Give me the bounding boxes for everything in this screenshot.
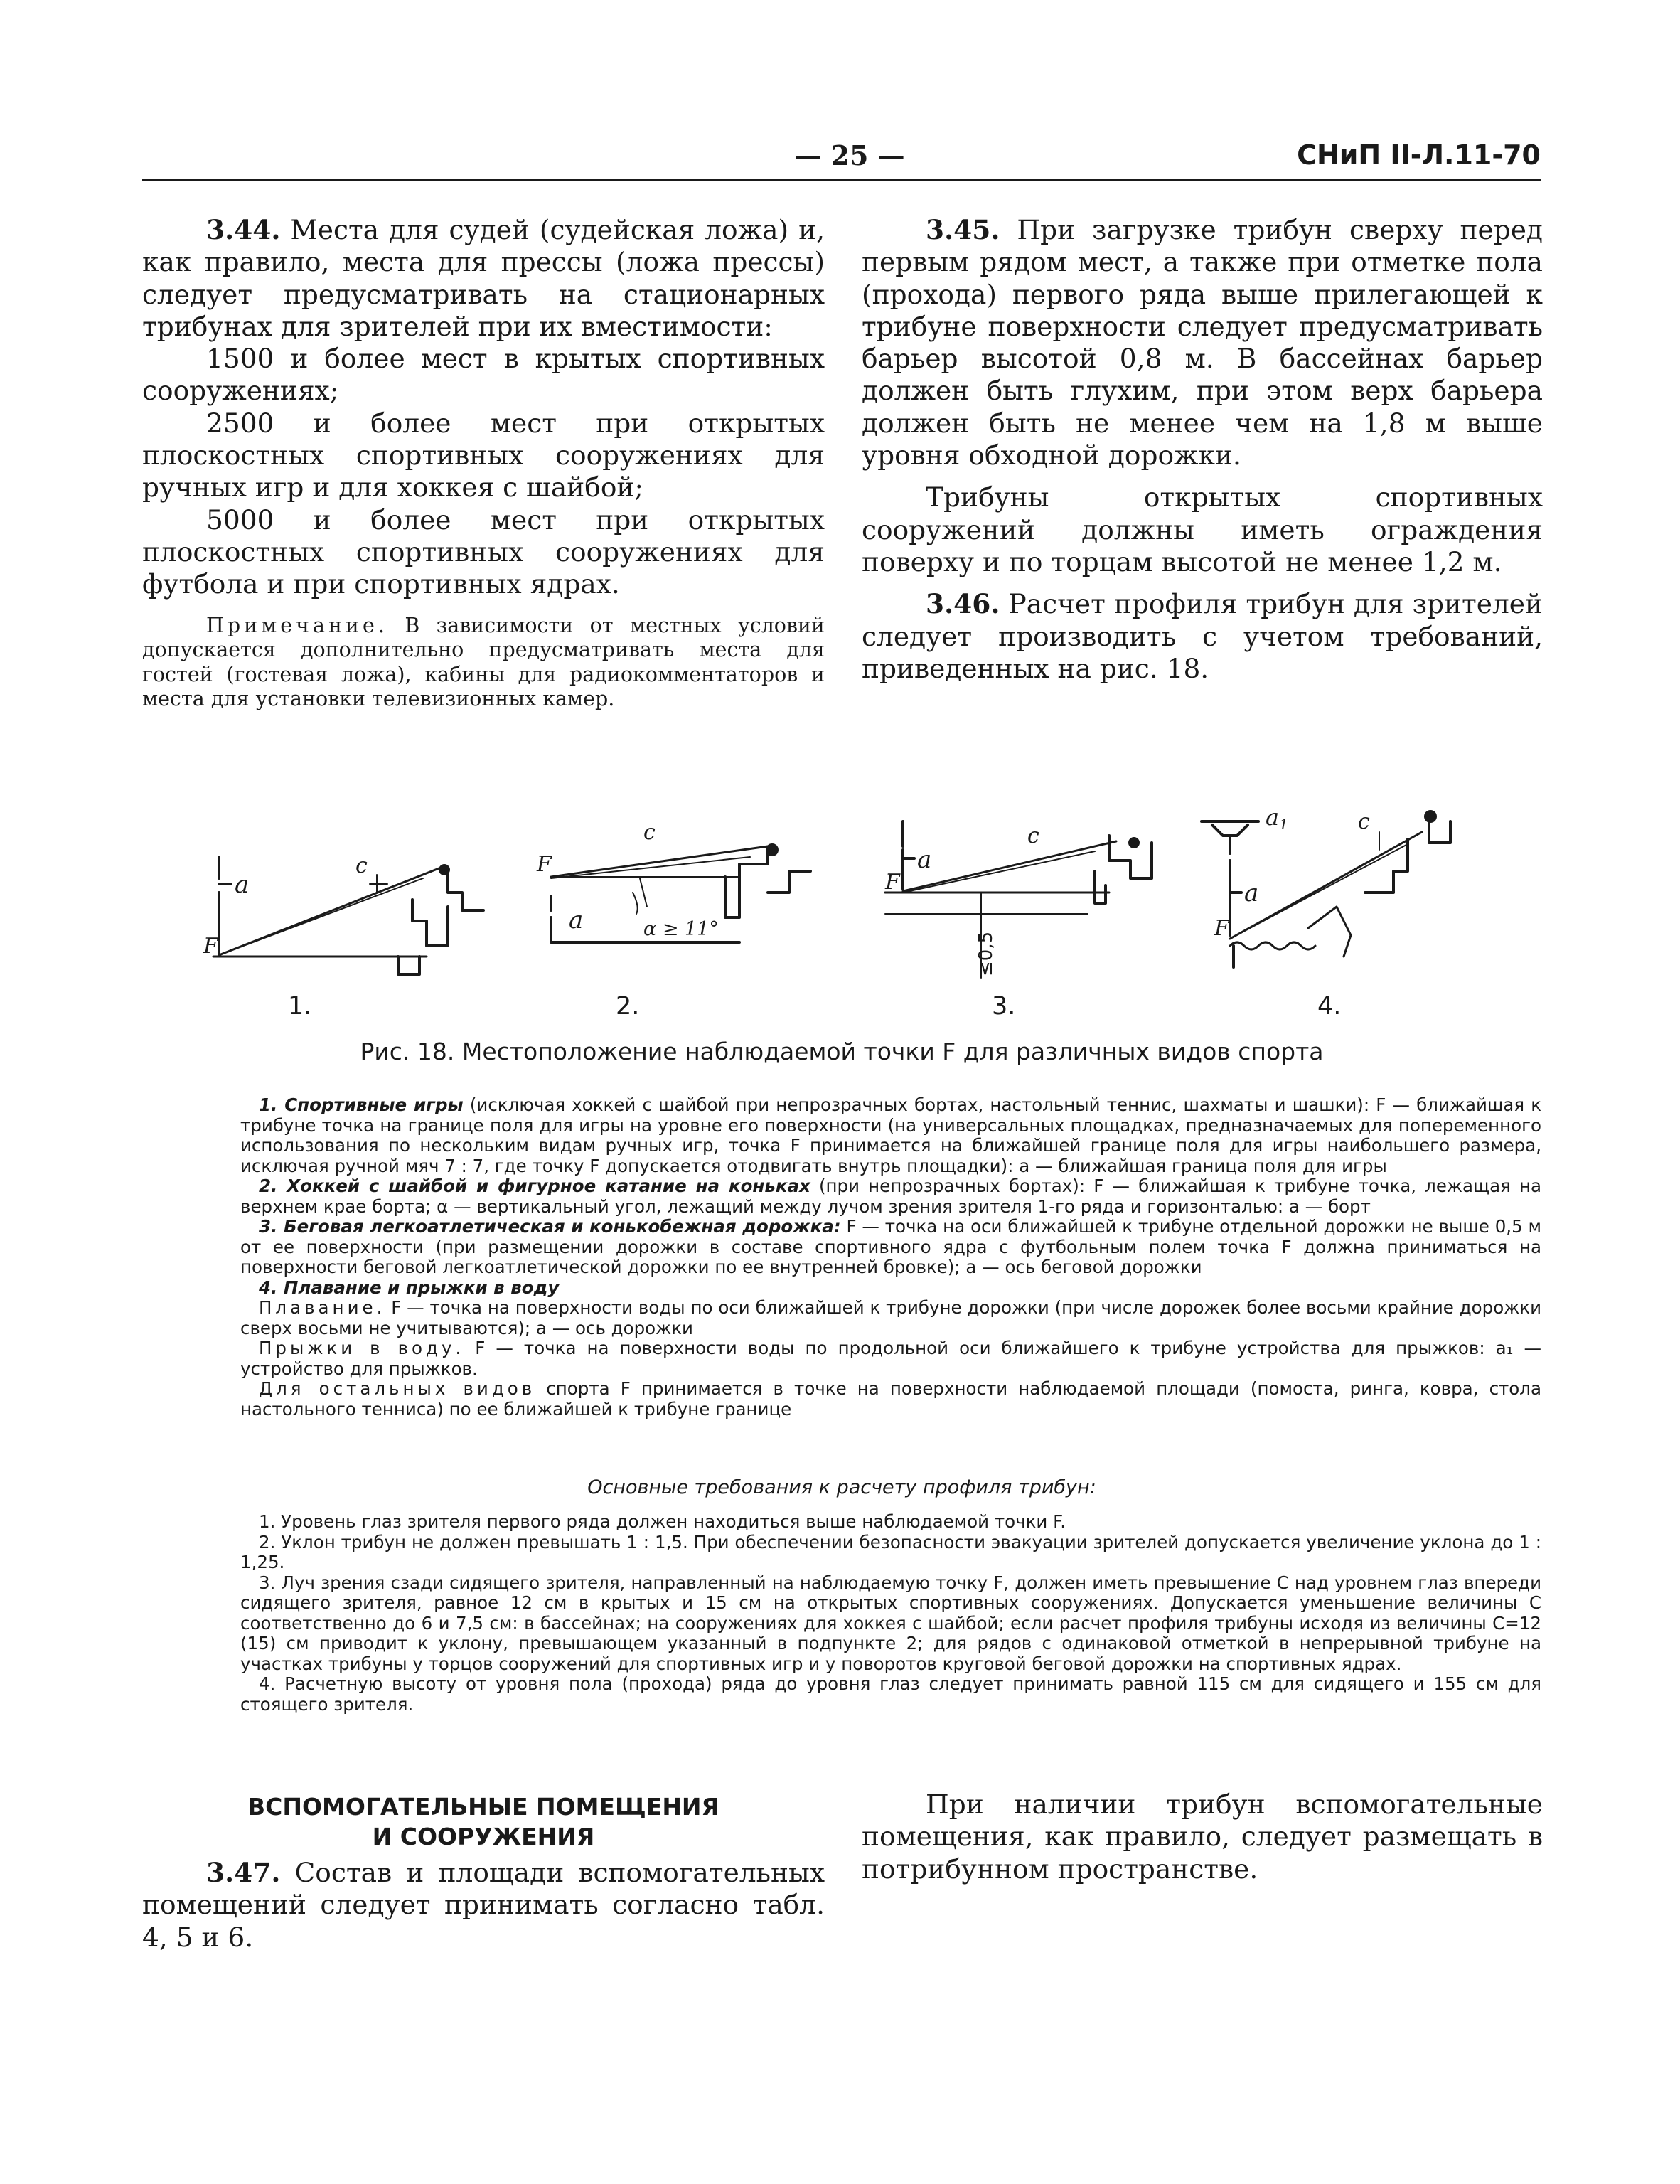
label-c: c (1027, 824, 1039, 848)
legend-title: 3. Беговая легкоатлетическая и конькобежная дорожка: (259, 1216, 841, 1237)
clause-text: При загрузке трибун сверху перед первым рядом мест, а также при отметке пола (прохода) первого ряда выше прилегающей к трибуне поверхности следует предусматривать барьер высотой 0,8 м. В бассейнах барьер должен быть глухим, при этом верх барьера должен быть не менее чем на 1,8 м выше уровня обходной дорожки. (862, 214, 1543, 472)
legend-item-2 (240, 1176, 1541, 1217)
label-F: F (885, 870, 900, 895)
requirement-item: 1. Уровень глаз зрителя первого ряда должен находиться выше наблюдаемой точки F. (259, 1511, 1066, 1532)
clause-text: Состав и площади вспомогательных помещений следует принимать согласно табл. 4, 5 и 6. (142, 1857, 825, 1953)
bottom-left-column (142, 1857, 825, 1954)
diagram-1-sports-games (203, 853, 483, 974)
figure-number-4: 4. (1317, 992, 1342, 1021)
legend-text: (при непрозрачных бортах): F — ближайшая к трибуне точка, лежащая на верхнем крае борта; α — вертикальный угол, лежащий между лучом зрения зрителя 1-го ряда и горизонталью: a — борт (240, 1176, 1541, 1217)
legend-swimming (240, 1298, 1541, 1338)
clause-number: 3.46. (926, 588, 1000, 620)
requirement-item: 2. Уклон трибун не должен превышать 1 : 1,5. При обеспечении безопасности эвакуации зрителей допускается увеличение уклона до 1 : 1,25. (240, 1531, 1541, 1572)
diagram-2-hockey (536, 820, 810, 942)
legend-text: спорта F принимается в точке на поверхности наблюдаемой площади (помоста, ринга, ковра, стола настольного тенниса) по ее ближайшей к трибуне границе (240, 1378, 1541, 1419)
legend-item-1 (240, 1095, 1541, 1176)
legend-text: F — точка на оси ближайшей к трибуне отдельной дорожки не выше 0,5 м от ее поверхности (при размещении дорожки в составе спортивного ядра с футбольным полем точка F должна приниматься на поверхности беговой легкоатлетической дорожки по ее внутренней бровке); a — ось беговой дорожки (240, 1216, 1542, 1277)
legend-label: Для остальных видов (259, 1378, 536, 1399)
list-item: 2500 и более мест при открытых плоскостных спортивных сооружениях для ручных игр и для хоккея с шайбой; (142, 407, 825, 504)
label-F: F (1214, 916, 1229, 941)
list-item: 1500 и более мест в крытых спортивных сооружениях; (142, 343, 825, 407)
legend-diving (240, 1338, 1541, 1379)
legend-text: F — точка на поверхности воды по оси ближайшей к трибуне дорожки (при числе дорожек более восьми крайние дорожки сверх восьми не учитываются); a — ось дорожки (240, 1297, 1541, 1338)
paragraph-3-45 (862, 214, 1543, 472)
label-a: a (1244, 879, 1259, 907)
note-text: В зависимости от местных условий допускается дополнительно предусматривать места для гостей (гостевая ложа), кабины для радиокомментаторов и места для установки телевизионных камер. (142, 613, 825, 711)
figure-number-1: 1. (288, 992, 312, 1021)
right-column (862, 214, 1543, 685)
label-F: F (203, 934, 218, 959)
section-title (142, 1792, 825, 1852)
page-number: — 25 — (794, 139, 905, 171)
figure-legend (240, 1095, 1541, 1419)
legend-title: 1. Спортивные игры (259, 1094, 464, 1115)
requirement-item: 4. Расчетную высоту от уровня пола (прохода) ряда до уровня глаз следует принимать равной 115 см для сидящего и 155 см для стоящего зрителя. (240, 1673, 1541, 1715)
label-a1: a1 (1266, 804, 1288, 833)
figure-number-2: 2. (616, 992, 640, 1021)
legend-title: 2. Хоккей с шайбой и фигурное катание на коньках (259, 1176, 810, 1196)
clause-text: Расчет профиля трибун для зрителей следует производить с учетом требований, приведенных на рис. 18. (862, 588, 1543, 684)
label-angle: α ≥ 11° (643, 918, 719, 940)
legend-item-3 (240, 1217, 1541, 1278)
left-column (142, 214, 825, 712)
paragraph-auxiliary-rooms: При наличии трибун вспомогательные помещения, как правило, следует размещать в потрибунном пространстве. (862, 1789, 1543, 1885)
legend-other (240, 1379, 1541, 1419)
legend-text: F — точка на поверхности воды по продольной оси ближайшего к трибуне устройства для прыжков: a₁ — устройство для прыжков. (240, 1338, 1541, 1379)
label-c: c (1358, 809, 1370, 834)
clause-number: 3.45. (926, 214, 1000, 245)
legend-title: 4. Плавание и прыжки в воду (259, 1277, 560, 1298)
legend-item-4 (240, 1278, 1541, 1299)
label-dim: ≤0,5 (975, 931, 997, 976)
label-F: F (537, 852, 552, 877)
paragraph-3-47 (142, 1857, 825, 1954)
section-title-line: И СООРУЖЕНИЯ (372, 1823, 595, 1850)
requirement-item: 3. Луч зрения сзади сидящего зрителя, направленный на наблюдаемую точку F, должен иметь превышение C над уровнем глаз впереди сидящего зрителя, равное 12 см в крытых и 15 см на открытых спортивных сооружениях. Допускается уменьшение величины C соответственно до 6 и 7,5 см: в бассейнах; на сооружениях для хоккея с шайбой; если расчет профиля трибуны исходя из величины C=12 (15) см приводит к уклону, превышающем указанный в подпункте 2; для рядов с одинаковой отметкой в непрерывной трибуне на участках трибуны у торцов сооружений для спортивных игр и у поворотов круговой беговой дорожки на спортивных ядрах. (240, 1572, 1541, 1674)
clause-number: 3.47. (206, 1857, 281, 1888)
diagram-4-swimming (1202, 804, 1450, 967)
diagram-3-track (884, 821, 1152, 978)
section-title-line: ВСПОМОГАТЕЛЬНЫЕ ПОМЕЩЕНИЯ (247, 1793, 719, 1821)
legend-label: Прыжки в воду. (259, 1338, 465, 1358)
label-c: c (643, 820, 656, 845)
figure-number-3: 3. (992, 992, 1016, 1021)
figure-caption: Рис. 18. Местоположение наблюдаемой точки F для различных видов спорта (360, 1038, 1324, 1065)
paragraph-3-44 (142, 214, 825, 343)
note-label: Примечание. (206, 613, 388, 637)
label-a: a (569, 906, 584, 934)
header-rule (142, 179, 1541, 181)
requirements-list (240, 1512, 1541, 1715)
bottom-right-column (862, 1789, 1543, 1885)
legend-label: Плавание. (259, 1297, 386, 1318)
label-a: a (917, 846, 932, 874)
requirements-title: Основные требования к расчету профиля трибун: (587, 1476, 1096, 1498)
clause-number: 3.44. (206, 214, 281, 245)
label-c: c (355, 853, 368, 878)
note (142, 614, 825, 712)
document-code: СНиП II-Л.11-70 (1297, 139, 1541, 171)
paragraph-3-46 (862, 588, 1543, 685)
clause-text: Места для судей (судейская ложа) и, как правило, места для прессы (ложа прессы) следует предусматривать на стационарных трибунах для зрителей при их вместимости: (142, 214, 825, 342)
label-a: a (235, 870, 250, 899)
list-item: 5000 и более мест при открытых плоскостных спортивных сооружениях для футбола и при спортивных ядрах. (142, 504, 825, 600)
legend-text: (исключая хоккей с шайбой при непрозрачных бортах, настольный теннис, шахматы и шашки): F — ближайшая к трибуне точка на границе поля для игры на уровне его поверхности (на универсальных площадках, предназначаемых для попеременного использования по нескольким видам ручных игр, точка F принимается на ближайшей границе поля для игры наибольшего размера, исключая ручной мяч 7 : 7, где точку F допускается отодвигать внутрь площадки): a — ближайшая граница поля для игры (240, 1094, 1542, 1176)
paragraph-stands-fencing: Трибуны открытых спортивных сооружений должны иметь ограждения поверху и по торцам высотой не менее 1,2 м. (862, 481, 1543, 577)
